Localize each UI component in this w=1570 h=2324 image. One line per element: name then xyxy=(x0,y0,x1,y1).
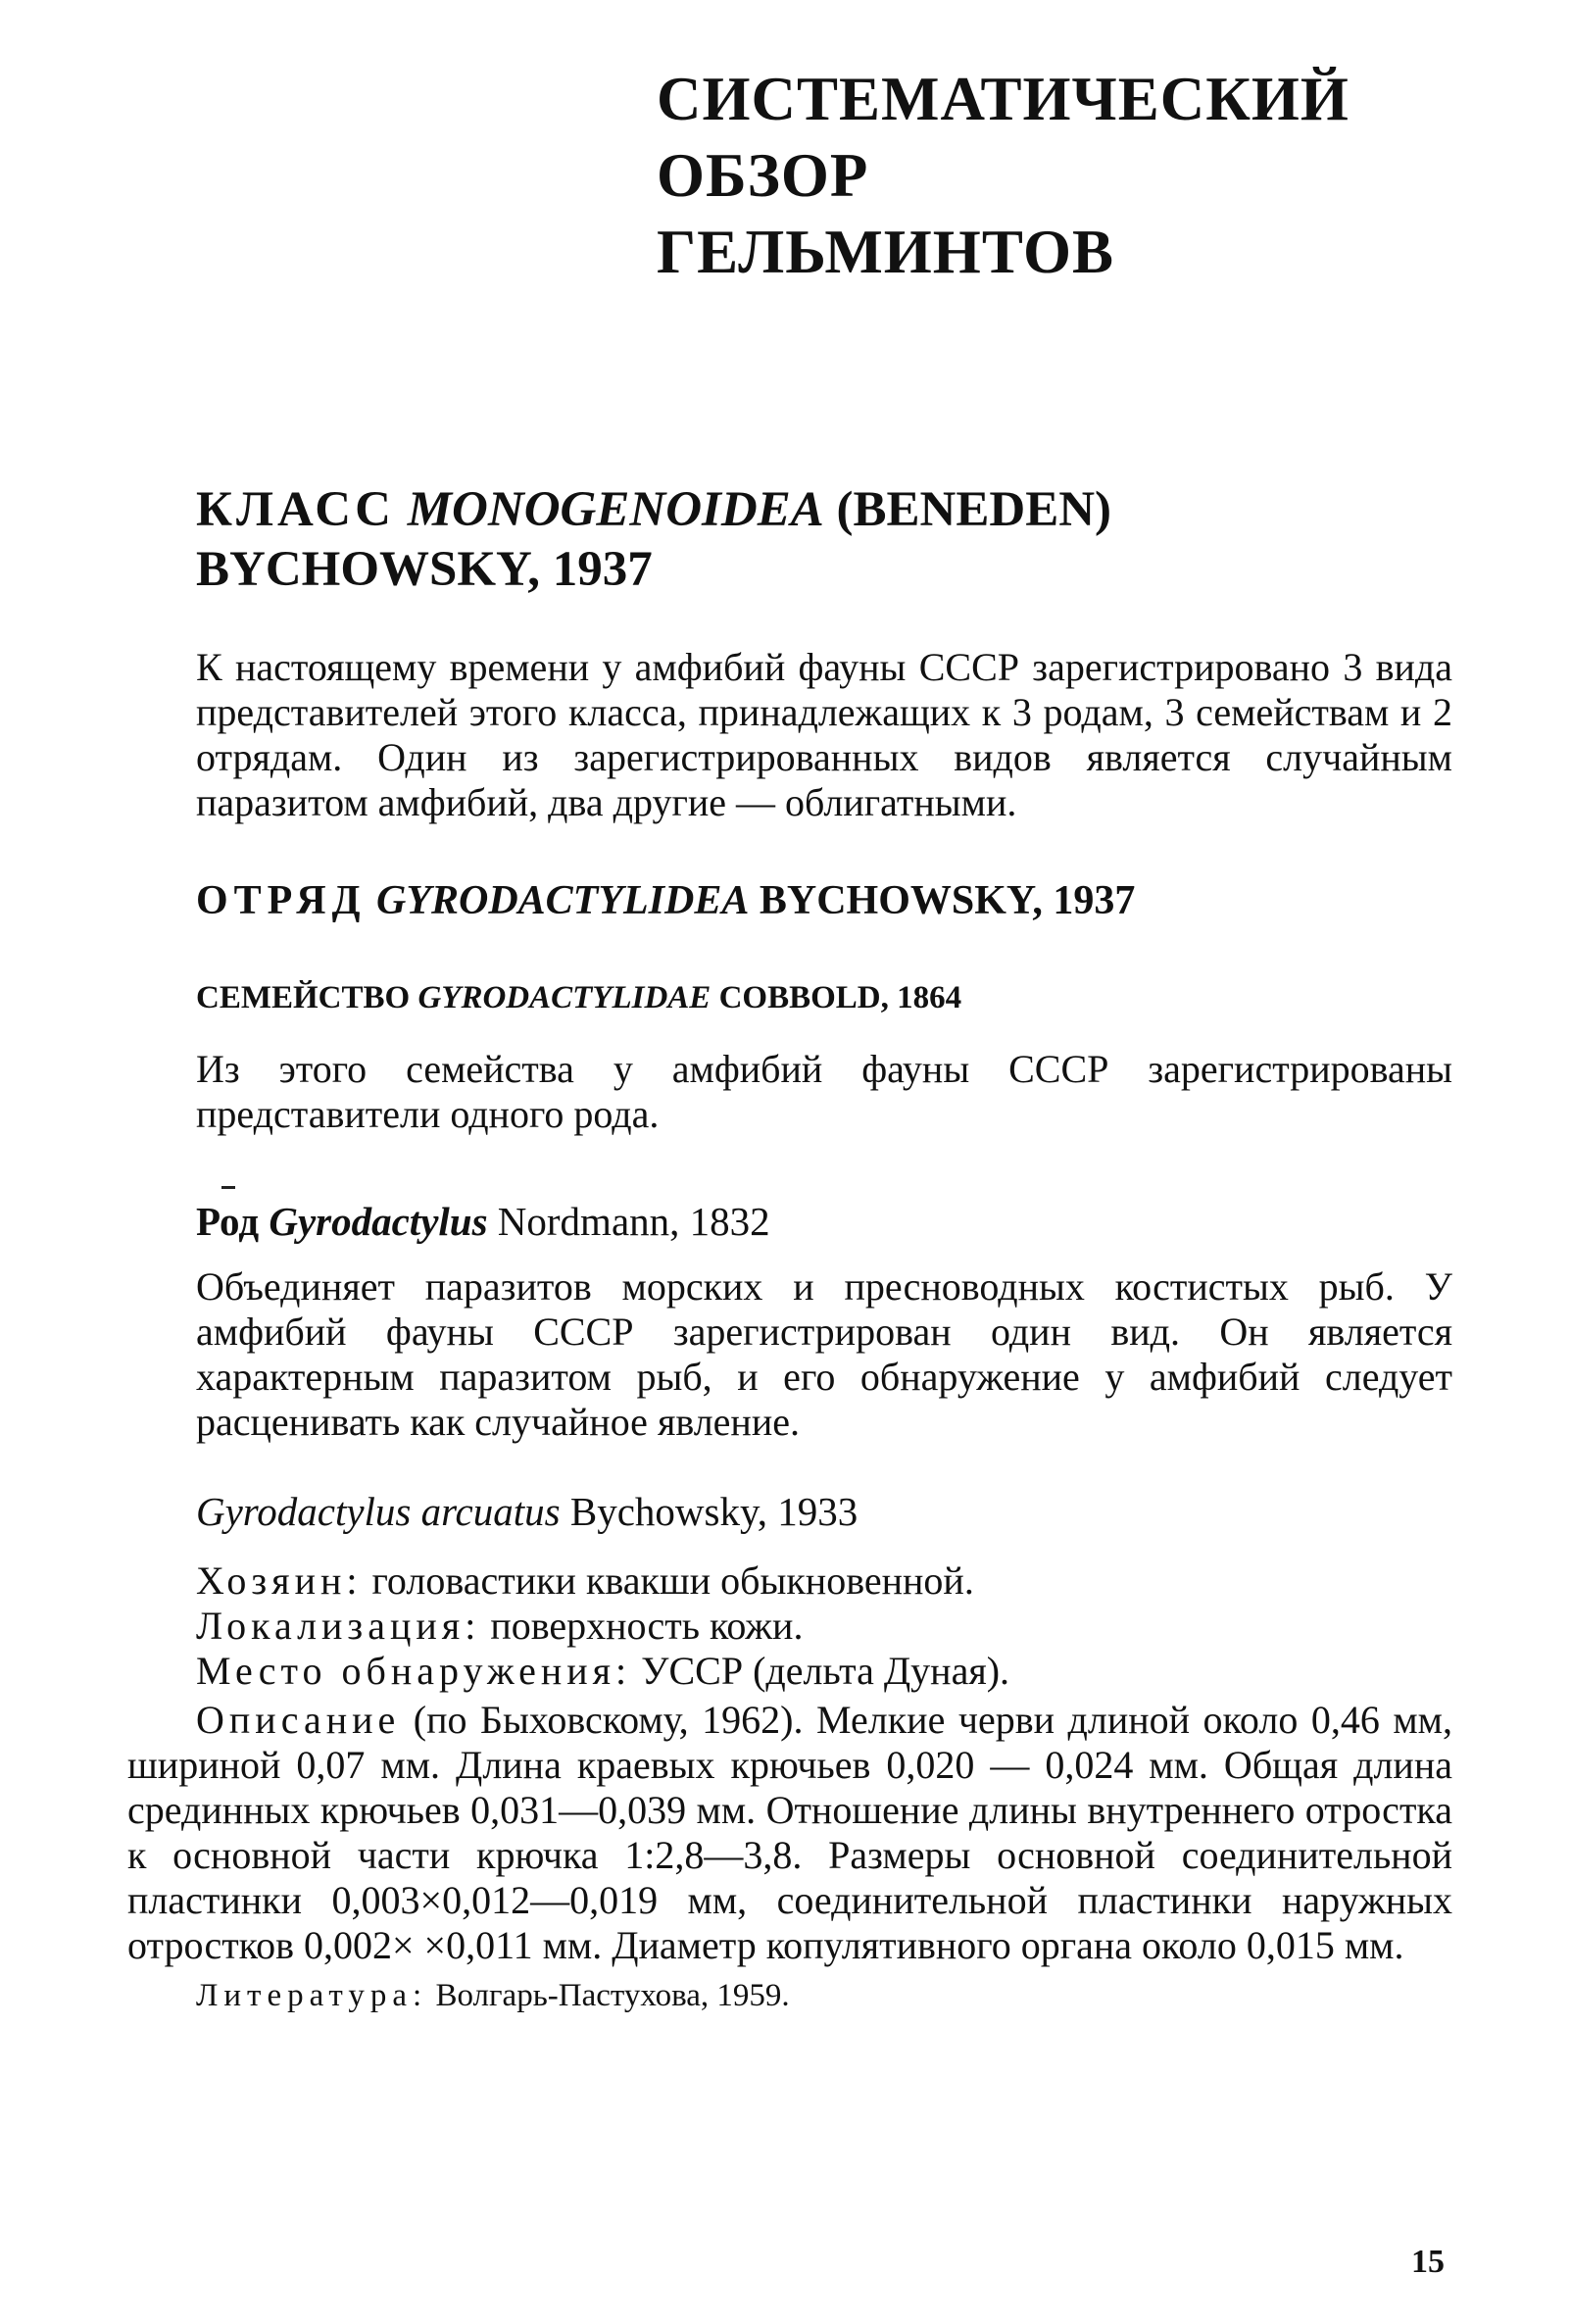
order-heading xyxy=(196,876,1135,925)
print-mark xyxy=(221,1186,235,1189)
family-heading xyxy=(196,978,961,1017)
species-authority: Bychowsky, 1933 xyxy=(569,1489,859,1534)
host-value: головастики квакши обыкновенной. xyxy=(371,1558,974,1603)
main-title-line-1: СИСТЕМАТИЧЕСКИЙ xyxy=(657,65,1349,133)
family-authority: COBBOLD, 1864 xyxy=(718,980,962,1015)
main-title-line-2: ОБЗОР xyxy=(657,141,869,210)
genus-heading xyxy=(196,1198,770,1245)
description-label: Описание xyxy=(196,1698,401,1742)
localization-value: поверхность кожи. xyxy=(490,1604,804,1648)
location-label: Место обнаружения: xyxy=(196,1649,632,1693)
species-facts xyxy=(196,1558,1452,1694)
main-title-line-3: ГЕЛЬМИНТОВ xyxy=(657,218,1115,286)
location-value: УССР (дельта Дуная). xyxy=(641,1649,1010,1693)
genus-label: Род xyxy=(196,1199,260,1244)
host-label: Хозяин: xyxy=(196,1558,363,1603)
order-label: ОТРЯД xyxy=(196,878,367,923)
species-description xyxy=(127,1698,1452,1968)
order-name: GYRODACTYLIDEA xyxy=(375,878,750,923)
literature-value: Волгарь-Пастухова, 1959. xyxy=(435,1978,790,2013)
family-description: Из этого семейства у амфибий фауны СССР зарегистрированы представители одного рода. xyxy=(196,1047,1452,1136)
location-line xyxy=(196,1649,1452,1694)
family-name: GYRODACTYLIDAE xyxy=(417,980,711,1015)
class-name: MONOGENOIDEA xyxy=(407,482,824,537)
class-heading xyxy=(196,480,1450,600)
order-authority: BYCHOWSKY, 1937 xyxy=(759,878,1136,923)
main-title xyxy=(657,61,1349,290)
page-number: 15 xyxy=(1411,2244,1445,2280)
genus-name: Gyrodactylus xyxy=(269,1199,488,1244)
family-label: СЕМЕЙСТВО xyxy=(196,980,411,1015)
species-heading xyxy=(196,1488,858,1535)
genus-description: Объединяет паразитов морских и пресноводных костистых рыб. У амфибий фауны СССР зарегистрирован один вид. Он является характерным паразитом рыб, и его обнаружение у амфибий следует расценивать как случайное явление. xyxy=(196,1264,1452,1444)
literature xyxy=(196,1976,790,2015)
class-authority-part-1: (BENEDEN) xyxy=(836,482,1112,537)
class-description: К настоящему времени у амфибий фауны СССР зарегистрировано 3 вида представителей этого класса, принадлежащих к 3 родам, 3 семействам и 2 отрядам. Один из зарегистрированных видов является случайным паразитом амфибий, два другие — облигатными. xyxy=(196,645,1452,824)
class-authority-part-2: BYCHOWSKY, 1937 xyxy=(196,542,653,597)
class-label: КЛАСС xyxy=(196,482,395,537)
localization-line xyxy=(196,1604,1452,1649)
host-line xyxy=(196,1558,1452,1604)
genus-authority: Nordmann, 1832 xyxy=(497,1199,770,1244)
literature-label: Литература: xyxy=(196,1978,428,2013)
species-name: Gyrodactylus arcuatus xyxy=(196,1489,561,1534)
localization-label: Локализация: xyxy=(196,1604,481,1648)
description-text: (по Быховскому, 1962). Мелкие черви длиной около 0,46 мм, шириной 0,07 мм. Длина краевых крючьев 0,020 — 0,024 мм. Общая длина срединных крючьев 0,031—0,039 мм. Отношение длины внутреннего отростка к основной части крючка 1:2,8—3,8. Размеры основной соединительной пластинки 0,003×0,012—0,019 мм, соединительной пластинки наружных отростков 0,002× ×0,011 мм. Диаметр копулятивного органа около 0,015 мм. xyxy=(127,1698,1452,1967)
